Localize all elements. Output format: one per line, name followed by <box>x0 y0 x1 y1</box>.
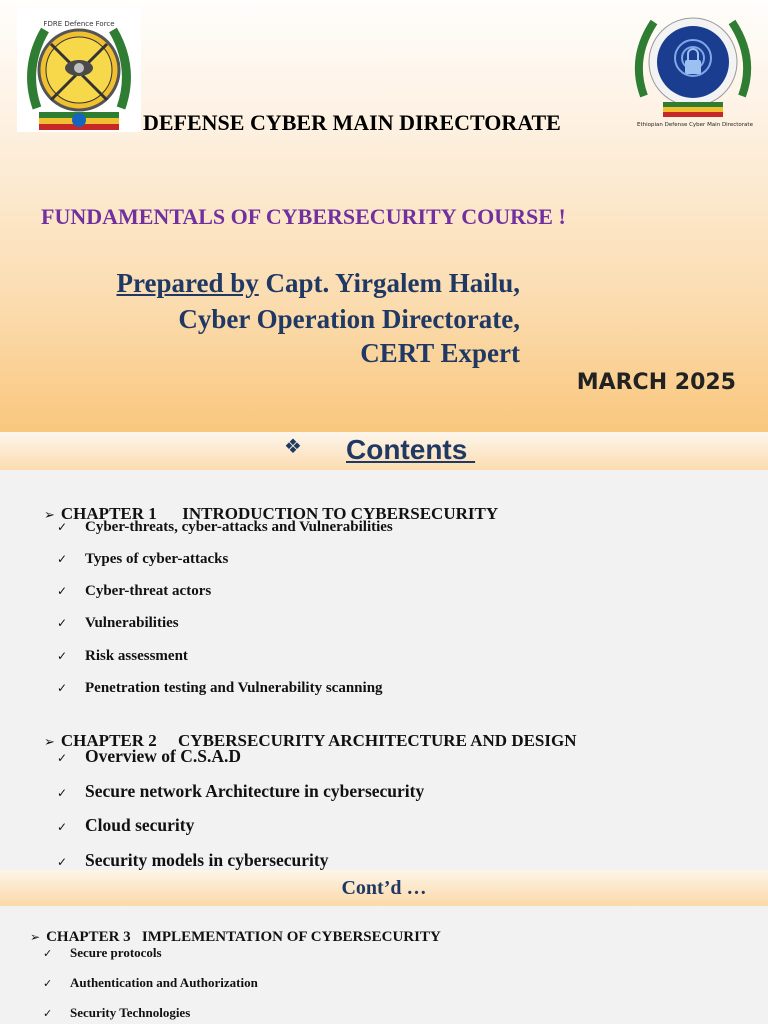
prepared-by-label: Prepared by <box>116 268 259 298</box>
list-item: ✓ Authentication and Authorization <box>43 975 258 990</box>
list-item: ✓ Cyber-threats, cyber-attacks and Vulnerabilities <box>57 519 393 535</box>
course-title: FUNDAMENTALS OF CYBERSECURITY COURSE ! <box>41 204 566 229</box>
defence-force-emblem-logo <box>17 8 141 132</box>
directorate-header: DEFENSE CYBER MAIN DIRECTORATE <box>143 110 561 135</box>
check-icon: ✓ <box>43 1007 53 1020</box>
list-item: ✓ Secure network Architecture in cybersecurity <box>57 781 425 801</box>
check-icon: ✓ <box>57 584 68 598</box>
check-icon: ✓ <box>57 820 68 834</box>
check-icon: ✓ <box>43 947 53 960</box>
check-icon: ✓ <box>57 855 68 869</box>
arrow-bullet-icon: ➢ <box>44 508 55 523</box>
contents-continued-slide <box>0 870 768 1024</box>
list-item: ✓ Security models in cybersecurity <box>57 850 329 870</box>
arrow-bullet-icon: ➢ <box>30 930 41 944</box>
contd-title: Cont’d … <box>341 877 427 899</box>
contents-title-bar <box>0 432 768 470</box>
list-item: ✓ Vulnerabilities <box>57 615 179 631</box>
diamond-bullet-icon: ❖ <box>284 434 302 458</box>
check-icon: ✓ <box>57 649 68 663</box>
list-item: ✓ Risk assessment <box>57 648 188 664</box>
chapter-3-heading: ➢ CHAPTER 3 IMPLEMENTATION OF CYBERSECURITY <box>30 929 441 945</box>
presentation-date: MARCH 2025 <box>576 370 736 395</box>
prepared-by-line <box>117 268 521 299</box>
left-logo-text: FDRE Defence Force <box>43 20 115 28</box>
list-item: ✓ Penetration testing and Vulnerability scanning <box>57 680 383 696</box>
arrow-bullet-icon: ➢ <box>44 735 55 750</box>
check-icon: ✓ <box>57 552 68 566</box>
list-item: ✓ Cyber-threat actors <box>57 583 212 599</box>
check-icon: ✓ <box>57 751 68 765</box>
title-slide <box>0 0 768 432</box>
check-icon: ✓ <box>57 520 68 534</box>
list-item: ✓ Secure protocols <box>43 945 162 960</box>
chapter-1-heading: ➢ CHAPTER 1 INTRODUCTION TO CYBERSECURITY <box>44 504 499 523</box>
list-item: ✓ Types of cyber-attacks <box>57 551 229 567</box>
list-item: ✓ Overview of C.S.A.D <box>57 746 242 766</box>
check-icon: ✓ <box>57 681 68 695</box>
author-name: Capt. Yirgalem Hailu, <box>258 268 520 298</box>
contents-slide <box>0 432 768 870</box>
list-item: ✓ Security Technologies <box>43 1005 191 1020</box>
contd-title-bar <box>0 870 768 906</box>
chapter-2-heading: ➢ CHAPTER 2 CYBERSECURITY ARCHITECTURE AND DESIGN <box>44 731 577 750</box>
author-directorate: Cyber Operation Directorate, <box>178 304 520 334</box>
check-icon: ✓ <box>57 786 68 800</box>
check-icon: ✓ <box>57 616 68 630</box>
check-icon: ✓ <box>43 977 53 990</box>
contents-title: Contents <box>346 434 476 465</box>
list-item: ✓ Cloud security <box>57 815 195 835</box>
author-role: CERT Expert <box>360 338 520 368</box>
right-logo-caption: Ethiopian Defense Cyber Main Directorate <box>637 122 753 128</box>
